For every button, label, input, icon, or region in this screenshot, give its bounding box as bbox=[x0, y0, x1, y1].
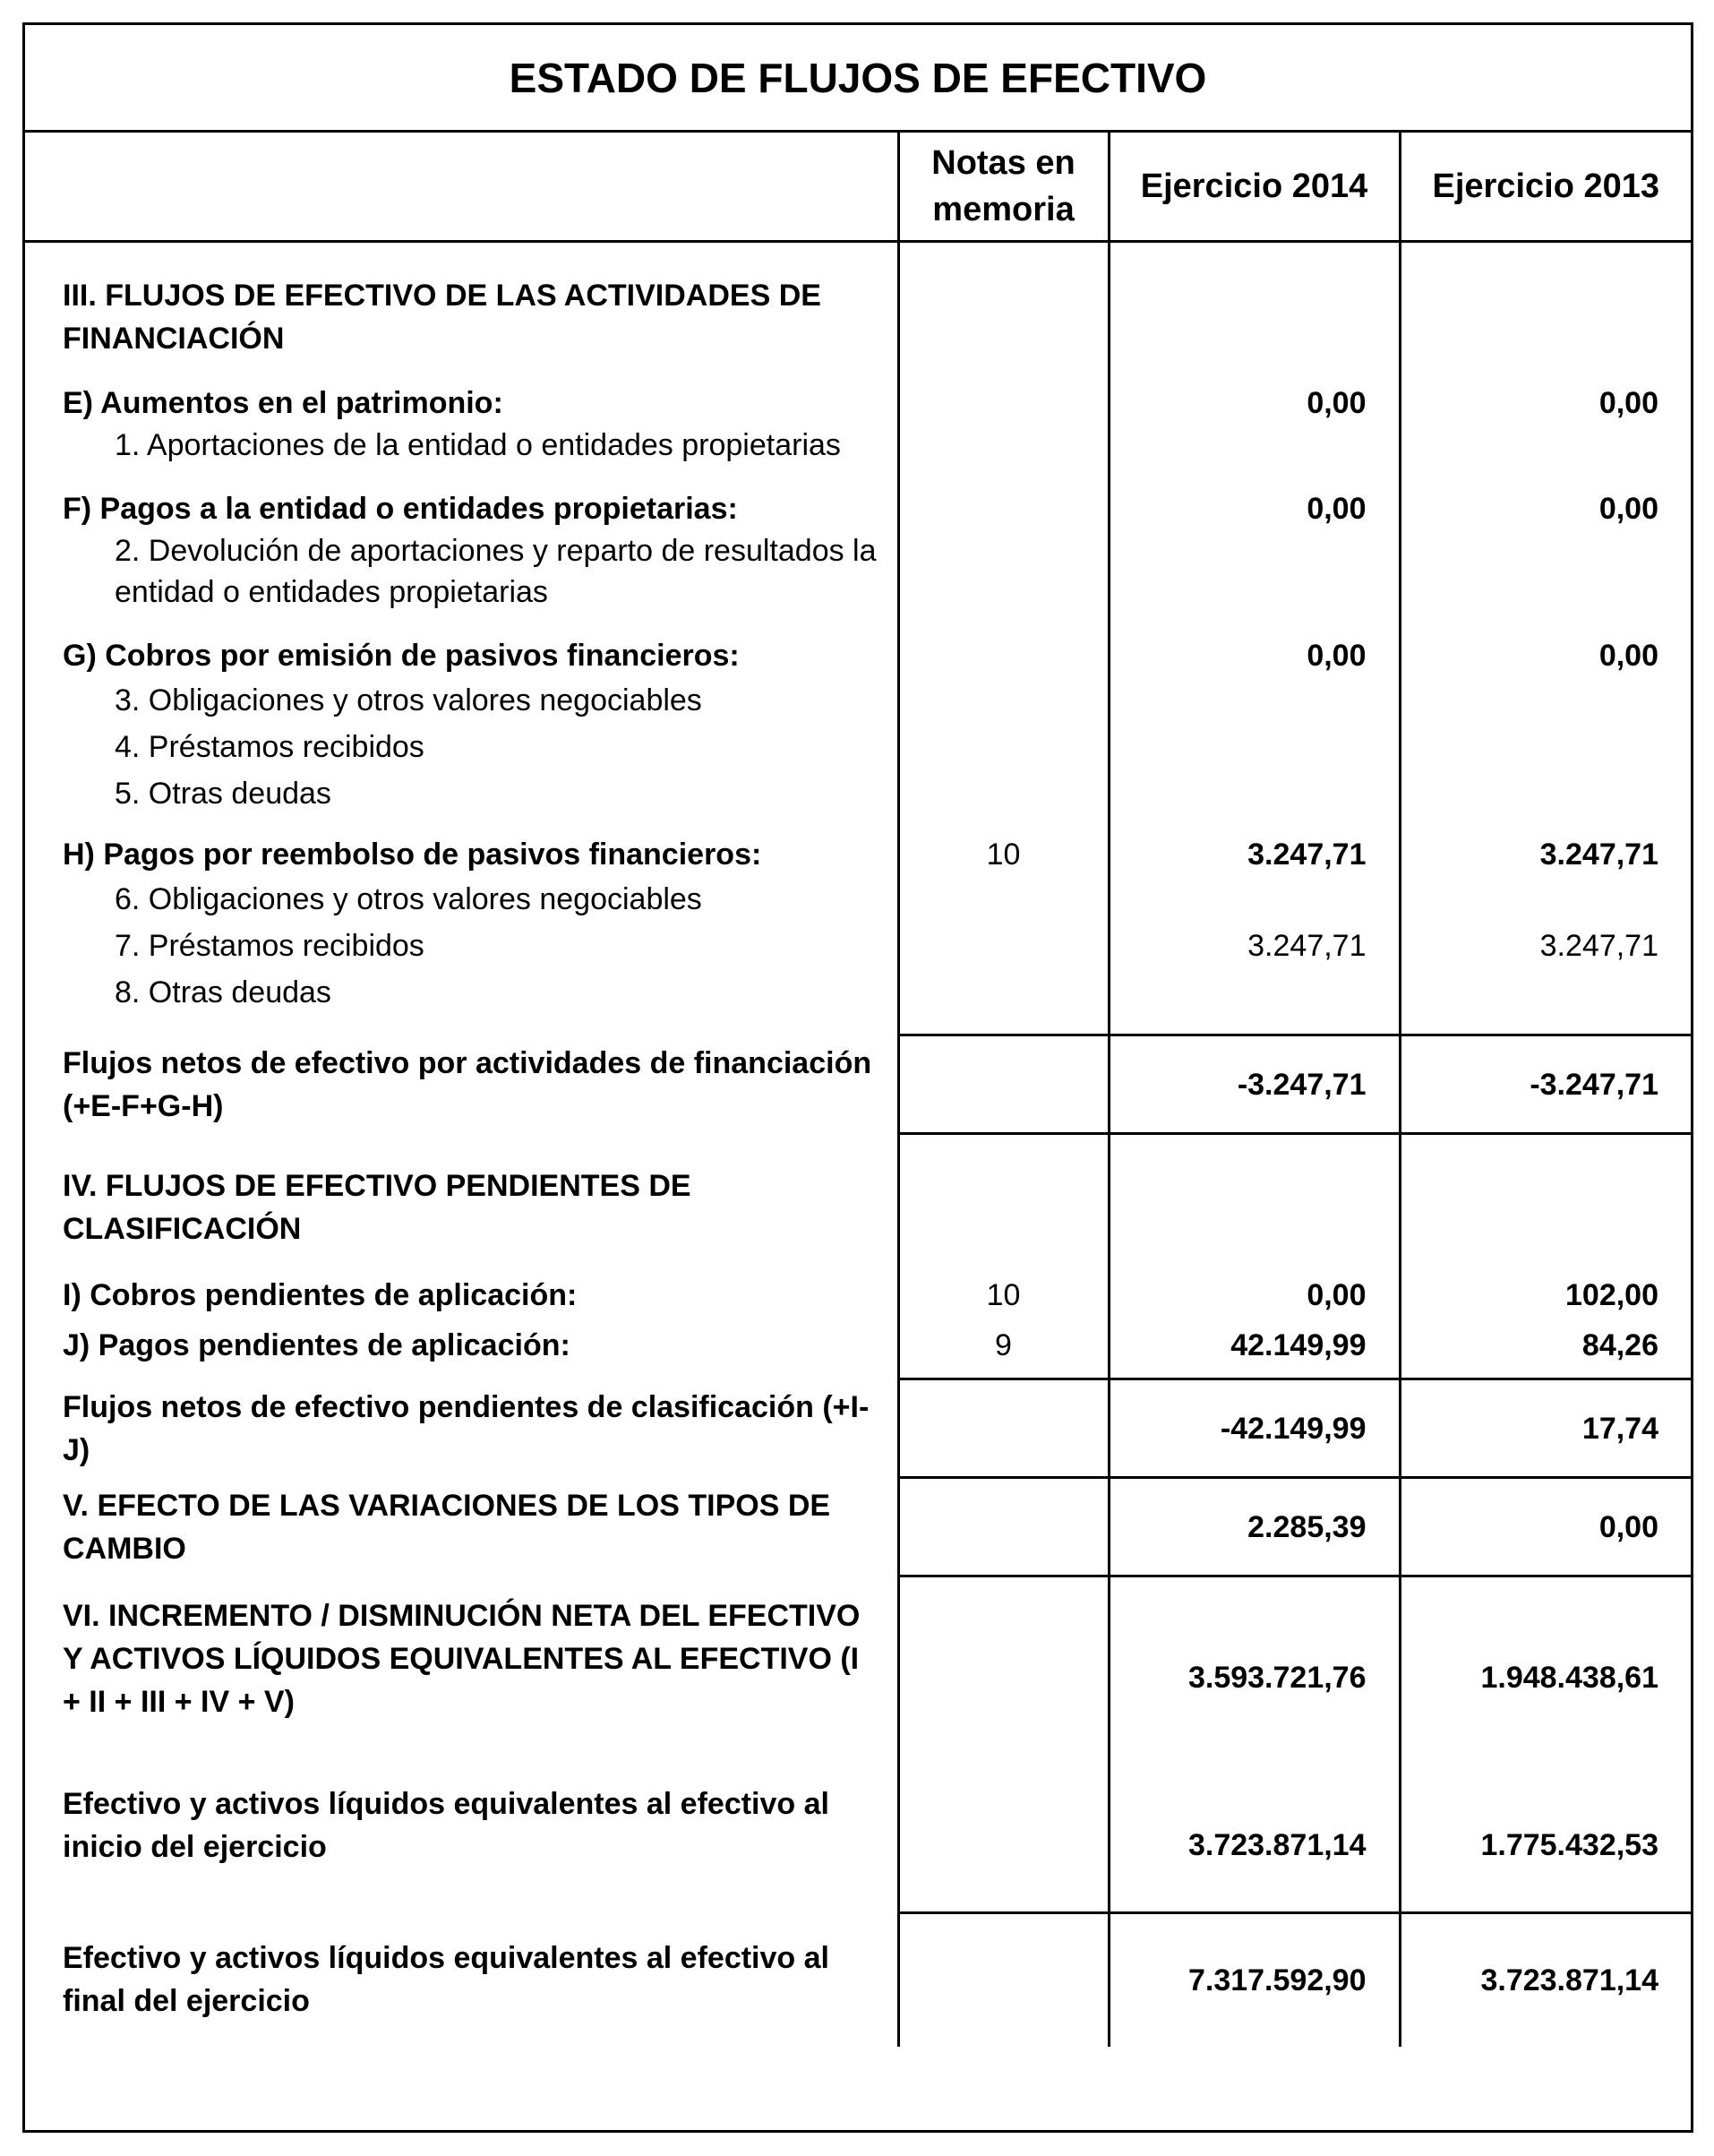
row-i-2014: 0,00 bbox=[1109, 1272, 1400, 1319]
row-f-2014: 0,00 bbox=[1109, 487, 1400, 530]
cash-flow-statement bbox=[22, 22, 1693, 2133]
end-label: Efectivo y activos líquidos equivalentes al efectivo al final del ejercicio bbox=[63, 1941, 829, 2018]
row-i-label: I) Cobros pendientes de aplicación: bbox=[63, 1277, 578, 1312]
section-iv-heading-row bbox=[25, 1164, 1691, 1250]
row-net-pending-2014: -42.149,99 bbox=[1109, 1379, 1400, 1478]
row-e-2013: 0,00 bbox=[1400, 382, 1691, 425]
row-g-label: G) Cobros por emisión de pasivos financieros: bbox=[63, 638, 740, 673]
row-section-v bbox=[25, 1478, 1691, 1576]
header-year-2013: Ejercicio 2013 bbox=[1400, 133, 1691, 242]
row-i bbox=[25, 1272, 1691, 1319]
header-row bbox=[25, 133, 1691, 242]
row-h7-label: 7. Préstamos recibidos bbox=[115, 928, 424, 963]
row-net-financing bbox=[25, 1035, 1691, 1134]
row-h-2014: 3.247,71 bbox=[1109, 833, 1400, 876]
row-e-2014: 0,00 bbox=[1109, 382, 1400, 425]
row-j-2013: 84,26 bbox=[1400, 1319, 1691, 1372]
header-notes: Notas en memoria bbox=[898, 133, 1109, 242]
row-h-note: 10 bbox=[898, 833, 1109, 876]
section-v-2014: 2.285,39 bbox=[1109, 1478, 1400, 1576]
row-f2 bbox=[25, 530, 1691, 613]
row-j-note: 9 bbox=[898, 1319, 1109, 1372]
row-h7 bbox=[25, 923, 1691, 969]
row-j bbox=[25, 1319, 1691, 1372]
row-g4-label: 4. Préstamos recibidos bbox=[115, 729, 424, 764]
section-iii-heading: III. FLUJOS DE EFECTIVO DE LAS ACTIVIDADES DE FINANCIACIÓN bbox=[63, 278, 821, 356]
row-f bbox=[25, 487, 1691, 530]
row-h8 bbox=[25, 969, 1691, 1016]
row-h-label: H) Pagos por reembolso de pasivos financieros: bbox=[63, 837, 762, 872]
end-2013: 3.723.871,14 bbox=[1400, 1913, 1691, 2047]
row-g5 bbox=[25, 770, 1691, 817]
row-h6-label: 6. Obligaciones y otros valores negociables bbox=[115, 881, 702, 916]
section-vi-label: VI. INCREMENTO / DISMINUCIÓN NETA DEL EFECTIVO Y ACTIVOS LÍQUIDOS EQUIVALENTES AL EFECTIVO (I + II + III + IV + V) bbox=[63, 1598, 861, 1719]
row-net-pending-label: Flujos netos de efectivo pendientes de clasificación (+I-J) bbox=[63, 1389, 870, 1467]
statement-table bbox=[25, 133, 1691, 2047]
row-f-2013: 0,00 bbox=[1400, 487, 1691, 530]
row-j-2014: 42.149,99 bbox=[1109, 1319, 1400, 1372]
row-g bbox=[25, 634, 1691, 677]
row-h7-2013: 3.247,71 bbox=[1400, 923, 1691, 969]
row-h bbox=[25, 833, 1691, 876]
row-h7-2014: 3.247,71 bbox=[1109, 923, 1400, 969]
row-net-financing-2014: -3.247,71 bbox=[1109, 1035, 1400, 1134]
section-v-label: V. EFECTO DE LAS VARIACIONES DE LOS TIPOS DE CAMBIO bbox=[63, 1488, 831, 1566]
section-vi-2014: 3.593.721,76 bbox=[1109, 1576, 1400, 1779]
row-net-pending bbox=[25, 1379, 1691, 1478]
row-net-financing-2013: -3.247,71 bbox=[1400, 1035, 1691, 1134]
start-2014: 3.723.871,14 bbox=[1109, 1779, 1400, 1913]
row-i-2013: 102,00 bbox=[1400, 1272, 1691, 1319]
start-2013: 1.775.432,53 bbox=[1400, 1779, 1691, 1913]
row-e-label: E) Aumentos en el patrimonio: bbox=[63, 385, 503, 420]
row-g-2013: 0,00 bbox=[1400, 634, 1691, 677]
row-j-label: J) Pagos pendientes de aplicación: bbox=[63, 1327, 570, 1362]
section-iv-heading: IV. FLUJOS DE EFECTIVO PENDIENTES DE CLASIFICACIÓN bbox=[63, 1168, 691, 1246]
row-e bbox=[25, 382, 1691, 425]
row-g4 bbox=[25, 724, 1691, 770]
header-concept bbox=[25, 133, 898, 242]
row-section-vi bbox=[25, 1576, 1691, 1779]
row-g3-label: 3. Obligaciones y otros valores negociables bbox=[115, 683, 702, 717]
start-label: Efectivo y activos líquidos equivalentes al efectivo al inicio del ejercicio bbox=[63, 1786, 829, 1864]
row-end bbox=[25, 1913, 1691, 2047]
section-iii-heading-row bbox=[25, 274, 1691, 360]
header-year-2014: Ejercicio 2014 bbox=[1109, 133, 1400, 242]
row-f2-label: 2. Devolución de aportaciones y reparto de resultados la entidad o entidades propietarias bbox=[115, 533, 877, 609]
row-h-2013: 3.247,71 bbox=[1400, 833, 1691, 876]
row-h8-label: 8. Otras deudas bbox=[115, 975, 331, 1009]
row-g-2014: 0,00 bbox=[1109, 634, 1400, 677]
row-f-label: F) Pagos a la entidad o entidades propietarias: bbox=[63, 491, 738, 526]
end-2014: 7.317.592,90 bbox=[1109, 1913, 1400, 2047]
row-i-note: 10 bbox=[898, 1272, 1109, 1319]
row-e1 bbox=[25, 425, 1691, 466]
row-g3 bbox=[25, 677, 1691, 724]
row-h6 bbox=[25, 876, 1691, 923]
row-g5-label: 5. Otras deudas bbox=[115, 776, 331, 811]
row-net-pending-2013: 17,74 bbox=[1400, 1379, 1691, 1478]
page-title: ESTADO DE FLUJOS DE EFECTIVO bbox=[25, 25, 1691, 133]
row-e1-label: 1. Aportaciones de la entidad o entidades propietarias bbox=[115, 427, 841, 462]
section-v-2013: 0,00 bbox=[1400, 1478, 1691, 1576]
section-vi-2013: 1.948.438,61 bbox=[1400, 1576, 1691, 1779]
row-net-financing-label: Flujos netos de efectivo por actividades de financiación (+E-F+G-H) bbox=[63, 1045, 872, 1123]
row-start bbox=[25, 1779, 1691, 1913]
